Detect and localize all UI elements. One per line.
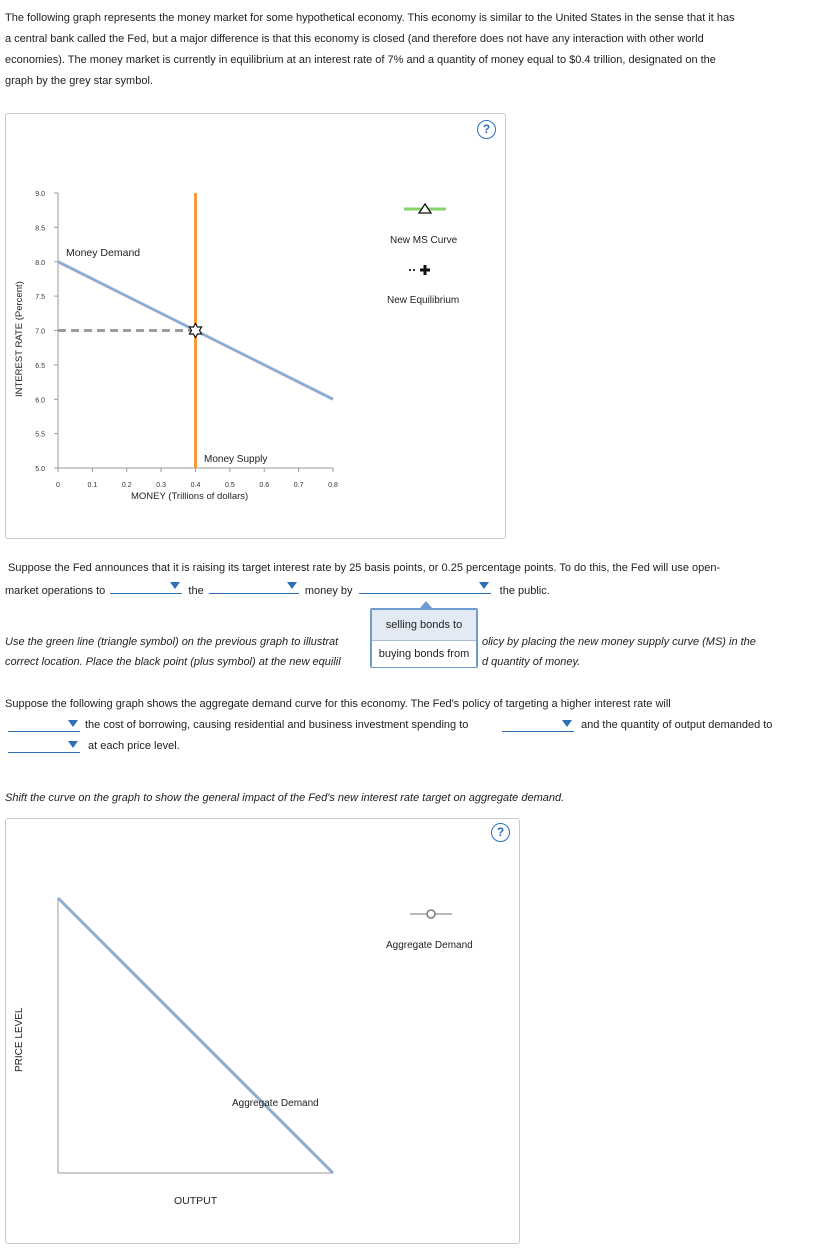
q2-the-public: the public. <box>499 585 550 597</box>
q2-instruction-part4: d quantity of money. <box>482 656 581 668</box>
q2-line-1: Suppose the Fed announces that it is raising its target interest rate by 25 basis points, or 0.25 percentage points. To do this, the Fed will use open- <box>8 562 721 574</box>
q3-output-text: and the quantity of output demanded to <box>581 719 773 731</box>
q2-instruction-part3: correct location. Place the black point (plus symbol) at the new equilil <box>5 656 341 668</box>
intro-line-1: The following graph represents the money market for some hypothetical economy. This economy is similar to the United States in the sense that it has <box>5 12 735 24</box>
ad-curve[interactable] <box>58 898 333 1173</box>
x-tick-label: 0.7 <box>293 482 304 489</box>
x-tick-label: 0.4 <box>190 482 201 489</box>
intro-line-3: economies). The money market is currently in equilibrium at an interest rate of 7% and a quantity of money equal to $0.4 trillion, designated on the <box>5 54 716 66</box>
ad-y-axis-label: PRICE LEVEL <box>14 1007 25 1072</box>
y-tick-label: 7.5 <box>35 294 45 302</box>
y-tick-label: 7.0 <box>35 328 45 336</box>
q2-money-by: money by <box>304 585 353 597</box>
y-tick-label: 6.5 <box>35 362 45 370</box>
ad-legend-marker[interactable] <box>410 910 452 918</box>
y-tick-label: 8.0 <box>35 259 45 267</box>
x-axis-label: MONEY (Trillions of dollars) <box>131 491 249 502</box>
legend-new-ms-curve-label: New MS Curve <box>390 235 458 246</box>
q2-the: the <box>188 585 204 597</box>
x-tick-label: 0.3 <box>156 482 166 489</box>
money-demand-label: Money Demand <box>66 247 141 259</box>
y-tick-label: 5.0 <box>35 466 45 473</box>
legend-new-equilibrium-label: New Equilibrium <box>387 295 460 306</box>
intro-line-4: graph by the grey star symbol. <box>5 75 153 87</box>
q2-instruction-part2: olicy by placing the new money supply curve (MS) in the <box>482 636 756 648</box>
q3-line-1: Suppose the following graph shows the aggregate demand curve for this economy. The Fed's policy of targeting a higher interest rate will <box>5 698 671 710</box>
x-tick-label: 0 <box>56 482 60 489</box>
x-tick-label: 0.2 <box>121 482 132 489</box>
help-icon[interactable]: ? <box>477 120 496 139</box>
q2-instruction-part1: Use the green line (triangle symbol) on the previous graph to illustrat <box>5 636 339 648</box>
y-tick-label: 8.5 <box>35 225 45 233</box>
x-tick-label: 0.8 <box>328 482 338 489</box>
y-tick-label: 6.0 <box>35 397 45 405</box>
help-icon[interactable]: ? <box>491 823 510 842</box>
y-tick-label: 9.0 <box>35 191 45 198</box>
x-tick-label: 0.6 <box>259 482 270 489</box>
x-tick-label: 0.5 <box>225 482 235 489</box>
q3-instruction: Shift the curve on the graph to show the general impact of the Fed's new interest rate target on aggregate demand. <box>5 792 565 804</box>
option-selling-bonds[interactable]: selling bonds to <box>372 612 476 638</box>
y-tick-label: 5.5 <box>35 431 45 439</box>
intro-line-2: a central bank called the Fed, but a major difference is that this economy is closed (and therefore does not have any interaction with other world <box>5 33 704 45</box>
y-axis-label: INTEREST RATE (Percent) <box>14 281 25 397</box>
q3-price-text: at each price level. <box>88 740 180 752</box>
q2-market-ops-prefix: market operations to <box>5 585 106 597</box>
q3-cost-text: the cost of borrowing, causing residential and business investment spending to <box>85 719 469 731</box>
ad-legend-label: Aggregate Demand <box>386 940 473 951</box>
ad-x-axis-label: OUTPUT <box>174 1195 218 1207</box>
money-supply-label: Money Supply <box>204 454 268 465</box>
option-buying-bonds[interactable]: buying bonds from <box>372 640 476 667</box>
x-tick-label: 0.1 <box>87 482 98 489</box>
ad-curve-label: Aggregate Demand <box>232 1098 319 1109</box>
